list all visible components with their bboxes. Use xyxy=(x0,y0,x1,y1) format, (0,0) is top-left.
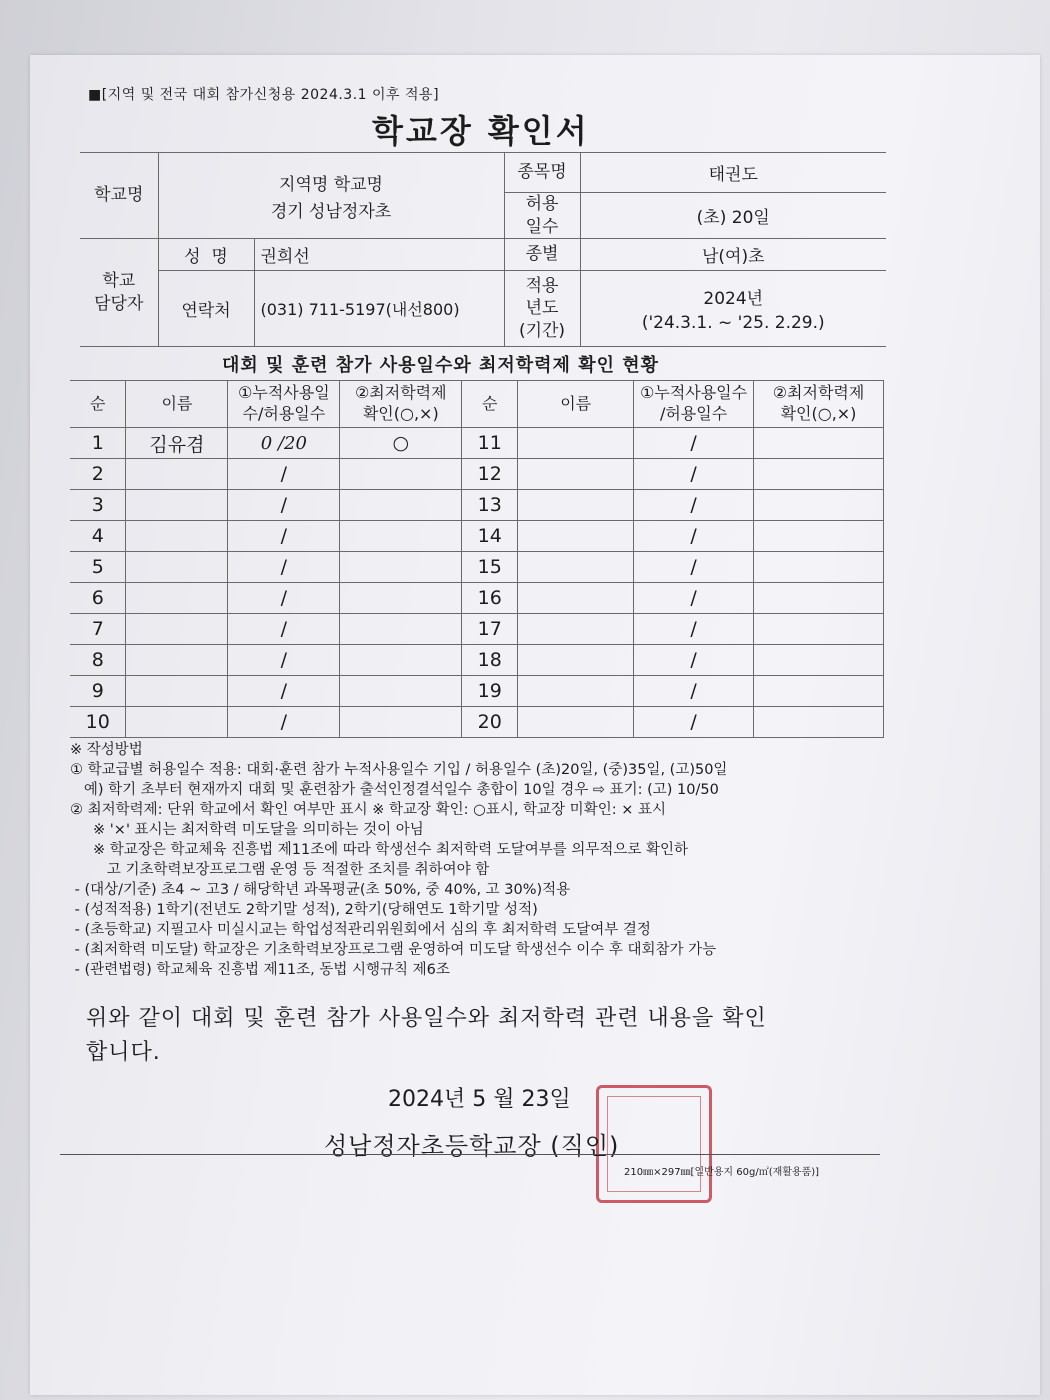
principal-name: 성남정자초등학교장 (직인) xyxy=(324,1132,620,1160)
student-name-2 xyxy=(518,614,634,645)
student-name: 김유겸 xyxy=(126,428,228,459)
used-days-2: / xyxy=(634,459,754,490)
min-academic-check-2 xyxy=(754,676,884,707)
row-number: 9 xyxy=(70,676,126,707)
school-area-label: 지역명 학교명 xyxy=(279,174,383,195)
min-academic-check-2 xyxy=(754,552,884,583)
table-row xyxy=(70,490,884,521)
row-number-2: 12 xyxy=(462,459,518,490)
used-days-2: / xyxy=(634,645,754,676)
guide-line: 고 기초학력보장프로그램 운영 등 적절한 조치를 취하여야 함 xyxy=(70,862,490,878)
info-table xyxy=(80,152,886,347)
gender-label: 종별 xyxy=(504,239,580,271)
used-days: / xyxy=(228,645,340,676)
school-value: 경기 성남정자초 xyxy=(270,201,392,222)
table-row xyxy=(70,645,884,676)
header-note: ■[지역 및 전국 대회 참가신청용 2024.3.1 이후 적용] xyxy=(88,87,440,103)
guide-line: - (초등학교) 지필고사 미실시교는 학업성적관리위원회에서 심의 후 최저학력 도달여부 결정 xyxy=(70,922,651,938)
used-days-2: / xyxy=(634,614,754,645)
row-number: 10 xyxy=(70,707,126,738)
student-name-2 xyxy=(518,428,634,459)
header-check: ②최저학력제 확인(○,×) xyxy=(340,381,462,428)
used-days: 0 /20 xyxy=(228,428,340,459)
guide-line: - (관련법령) 학교체육 진흥법 제11조, 동법 시행규칙 제6조 xyxy=(70,962,450,978)
document-title: 학교장 확인서 xyxy=(372,112,590,150)
name-value: 권희선 xyxy=(254,239,504,271)
used-days-2: / xyxy=(634,490,754,521)
student-name-2 xyxy=(518,645,634,676)
row-number-2: 19 xyxy=(462,676,518,707)
confirmation-text xyxy=(86,1002,767,1070)
header-days-2: ①누적사용일수 /허용일수 xyxy=(634,381,754,428)
row-number: 2 xyxy=(70,459,126,490)
row-number: 8 xyxy=(70,645,126,676)
student-name xyxy=(126,645,228,676)
table-row xyxy=(70,707,884,738)
guide-line: ① 학교급별 허용일수 적용: 대회·훈련 참가 누적사용일수 기입 / 허용일수 (초)20일, (중)35일, (고)50일 xyxy=(70,762,728,778)
header-days: ①누적사용일 수/허용일수 xyxy=(228,381,340,428)
header-no-2: 순 xyxy=(462,381,518,428)
min-academic-check xyxy=(340,645,462,676)
min-academic-check-2 xyxy=(754,707,884,738)
row-number-2: 18 xyxy=(462,645,518,676)
used-days: / xyxy=(228,614,340,645)
row-number: 3 xyxy=(70,490,126,521)
student-name-2 xyxy=(518,583,634,614)
min-academic-check xyxy=(340,583,462,614)
min-academic-check-2 xyxy=(754,614,884,645)
header-name-2: 이름 xyxy=(518,381,634,428)
used-days-2: / xyxy=(634,552,754,583)
student-name xyxy=(126,459,228,490)
row-number: 4 xyxy=(70,521,126,552)
used-days: / xyxy=(228,459,340,490)
used-days-2: / xyxy=(634,428,754,459)
guide-line: ※ '×' 표시는 최저학력 미도달을 의미하는 것이 아님 xyxy=(70,822,424,838)
used-days: / xyxy=(228,707,340,738)
header-no: 순 xyxy=(70,381,126,428)
contact-label: 연락처 xyxy=(158,271,254,347)
staff-label: 학교 담당자 xyxy=(80,239,158,347)
used-days: / xyxy=(228,552,340,583)
min-academic-check xyxy=(340,490,462,521)
row-number-2: 16 xyxy=(462,583,518,614)
table-row xyxy=(70,521,884,552)
student-name-2 xyxy=(518,521,634,552)
student-name xyxy=(126,552,228,583)
school-label: 학교명 xyxy=(80,153,158,239)
gender-value: 남(여)초 xyxy=(580,239,886,271)
paper-spec-footer: 210㎜×297㎜[일반용지 60g/㎡(재활용품)] xyxy=(624,1167,820,1178)
min-academic-check-2 xyxy=(754,645,884,676)
header-check-2: ②최저학력제 확인(○,×) xyxy=(754,381,884,428)
row-number: 7 xyxy=(70,614,126,645)
student-name-2 xyxy=(518,676,634,707)
writing-guide xyxy=(70,740,727,980)
student-name-2 xyxy=(518,490,634,521)
signature-date: 2024년 5 월 23일 xyxy=(388,1087,571,1112)
row-number-2: 17 xyxy=(462,614,518,645)
guide-line: ※ 작성방법 xyxy=(70,742,143,758)
min-academic-check xyxy=(340,614,462,645)
student-name xyxy=(126,583,228,614)
contact-value: (031) 711-5197(내선800) xyxy=(254,271,504,347)
student-name xyxy=(126,676,228,707)
roster-header-row xyxy=(70,381,884,428)
row-number-2: 13 xyxy=(462,490,518,521)
confirmation-line-1: 위와 같이 대회 및 훈련 참가 사용일수와 최저학력 관련 내용을 확인 xyxy=(86,1006,767,1031)
school-cell xyxy=(158,153,504,239)
row-number: 6 xyxy=(70,583,126,614)
min-academic-check xyxy=(340,459,462,490)
student-name-2 xyxy=(518,707,634,738)
min-academic-check-2 xyxy=(754,490,884,521)
footer-divider xyxy=(60,1154,880,1155)
confirmation-line-2: 합니다. xyxy=(86,1040,161,1065)
guide-line: - (성적적용) 1학기(전년도 2학기말 성적), 2학기(당해연도 1학기말 성적) xyxy=(70,902,538,918)
row-number-2: 20 xyxy=(462,707,518,738)
period-value: ('24.3.1. ~ '25. 2.29.) xyxy=(641,313,825,333)
min-academic-check: ○ xyxy=(340,428,462,459)
table-row xyxy=(70,676,884,707)
guide-line: ② 최저학력제: 단위 학교에서 확인 여부만 표시 ※ 학교장 확인: ○표시, 학교장 미확인: × 표시 xyxy=(70,802,666,818)
student-name xyxy=(126,490,228,521)
min-academic-check xyxy=(340,552,462,583)
allowed-days-value: (초) 20일 xyxy=(580,193,886,239)
student-name xyxy=(126,707,228,738)
year-value: 2024년 xyxy=(703,289,764,309)
min-academic-check-2 xyxy=(754,583,884,614)
student-name-2 xyxy=(518,552,634,583)
table-row xyxy=(70,614,884,645)
used-days: / xyxy=(228,676,340,707)
table-row xyxy=(70,459,884,490)
row-number: 5 xyxy=(70,552,126,583)
table-row xyxy=(70,552,884,583)
row-number: 1 xyxy=(70,428,126,459)
event-value: 태권도 xyxy=(580,153,886,193)
used-days: / xyxy=(228,521,340,552)
year-cell xyxy=(580,271,886,347)
student-name-2 xyxy=(518,459,634,490)
guide-line: ※ 학교장은 학교체육 진흥법 제11조에 따라 학생선수 최저학력 도달여부를 의무적으로 확인하 xyxy=(70,842,688,858)
row-number-2: 14 xyxy=(462,521,518,552)
row-number-2: 11 xyxy=(462,428,518,459)
used-days: / xyxy=(228,583,340,614)
header-name: 이름 xyxy=(126,381,228,428)
guide-line: - (대상/기준) 초4 ~ 고3 / 해당학년 과목평균(초 50%, 중 40%, 고 30%)적용 xyxy=(70,882,571,898)
event-label: 종목명 xyxy=(504,153,580,193)
used-days: / xyxy=(228,490,340,521)
used-days-2: / xyxy=(634,521,754,552)
used-days-2: / xyxy=(634,676,754,707)
table-row xyxy=(70,428,884,459)
min-academic-check-2 xyxy=(754,459,884,490)
min-academic-check-2 xyxy=(754,428,884,459)
student-name xyxy=(126,614,228,645)
used-days-2: / xyxy=(634,583,754,614)
section-title: 대회 및 훈련 참가 사용일수와 최저학력제 확인 현황 xyxy=(222,355,660,376)
allowed-days-label: 허용 일수 xyxy=(504,193,580,239)
roster-table xyxy=(70,380,884,738)
name-label: 성 명 xyxy=(158,239,254,271)
min-academic-check xyxy=(340,676,462,707)
guide-line: 예) 학기 초부터 현재까지 대회 및 훈련참가 출석인정결석일수 총합이 10일 경우 ⇨ 표기: (고) 10/50 xyxy=(70,782,719,798)
min-academic-check-2 xyxy=(754,521,884,552)
min-academic-check xyxy=(340,521,462,552)
table-row xyxy=(70,583,884,614)
year-label: 적용 년도 (기간) xyxy=(504,271,580,347)
used-days-2: / xyxy=(634,707,754,738)
student-name xyxy=(126,521,228,552)
guide-line: - (최저학력 미도달) 학교장은 기초학력보장프로그램 운영하여 미도달 학생선수 이수 후 대회참가 가능 xyxy=(70,942,717,958)
row-number-2: 15 xyxy=(462,552,518,583)
min-academic-check xyxy=(340,707,462,738)
